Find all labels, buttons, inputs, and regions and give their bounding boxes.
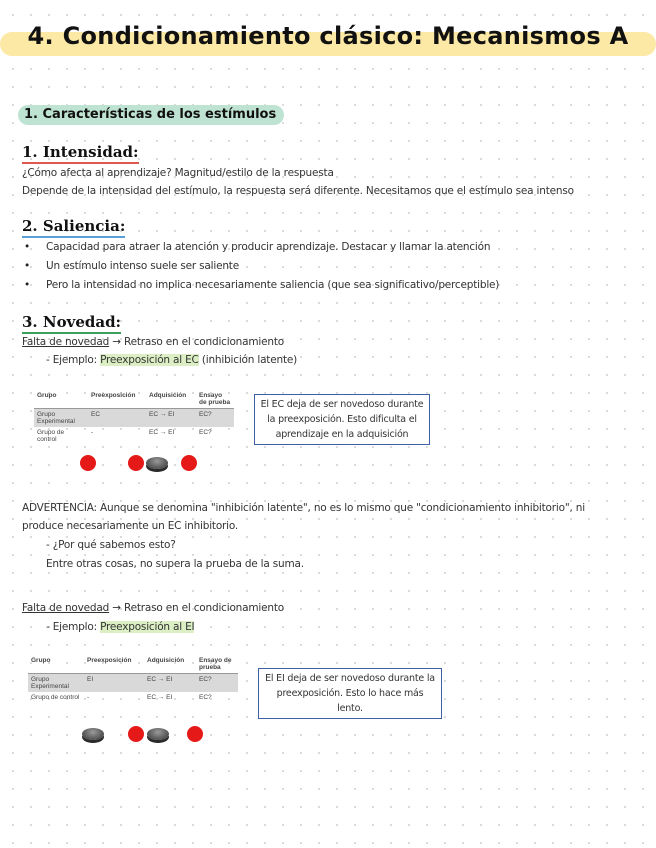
heading-saliencia (22, 217, 125, 238)
line-rest: → Retraso en el condicionamiento (109, 336, 284, 348)
novedad-example-1 (46, 354, 297, 366)
disk-icon (82, 728, 104, 740)
table-header: Grupo (34, 390, 88, 409)
line-rest: → Retraso en el condicionamiento (109, 602, 284, 614)
warning-line-1: ADVERTENCIA: Aunque se denomina "inhibición latente", no es lo mismo que "condicionamiento inhibitorio", ni (22, 502, 585, 514)
red-dot-icon (80, 455, 96, 471)
novedad-line-2 (22, 602, 284, 614)
red-dot-icon (128, 726, 144, 742)
novedad-line-1 (22, 336, 284, 348)
table-cell: EI (84, 674, 144, 693)
example-suffix: (inhibición latente) (198, 354, 298, 366)
saliencia-bullet-2: • Un estímulo intenso suele ser saliente (46, 260, 239, 272)
example-prefix: - Ejemplo: (46, 354, 101, 366)
table-cell: Grupo Experimental (34, 409, 88, 428)
table-header: Preexposición (88, 390, 146, 409)
table-cell: EC (88, 409, 146, 428)
table-cell: EC? (199, 694, 212, 701)
disk-icon (146, 457, 168, 469)
red-dot-icon (181, 455, 197, 471)
note-box-2: El EI deja de ser novedoso durante la preexposición. Esto lo hace más lento. (258, 668, 442, 719)
page-title: 4. Condicionamiento clásico: Mecanismos A (27, 22, 629, 50)
table-header: Adquisición (144, 655, 196, 674)
heading-novedad-text: 3. Novedad: (22, 313, 122, 331)
table-header: Ensayo de prueba (196, 390, 234, 409)
underlined-term: Falta de novedad (22, 336, 110, 348)
table-cell: EC → EI (144, 674, 196, 693)
table-row (34, 427, 234, 445)
section-heading: 1. Características de los estímulos (18, 105, 284, 125)
warning-line-3: - ¿Por qué sabemos esto? (46, 539, 176, 551)
table-cell: EC? (196, 674, 238, 693)
intensidad-line-2: Depende de la intensidad del estímulo, la respuesta será diferente. Necesitamos que el estímulo sea intenso (22, 185, 574, 197)
table-cell: EC → EI (147, 694, 173, 701)
table-header: Adquisición (146, 390, 196, 409)
warning-line-2: produce necesariamente un EC inhibitorio. (22, 520, 239, 532)
underlined-term: Falta de novedad (22, 602, 110, 614)
table-row (28, 674, 238, 693)
note-box-1: El EC deja de ser novedoso durante la preexposición. Esto dificulta el aprendizaje en la adquisición (254, 394, 430, 445)
saliencia-bullet-3: • Pero la intensidad no implica necesariamente saliencia (que sea significativo/perceptible) (46, 279, 499, 291)
table-cell: - (91, 429, 94, 436)
table-row (34, 409, 234, 428)
example-prefix: - Ejemplo: (46, 621, 101, 633)
disk-icon (147, 728, 169, 740)
table-header: Preexposición (84, 655, 144, 674)
groups-table-2 (28, 655, 238, 703)
table-cell: EC? (196, 409, 234, 428)
table-header: Grupo (28, 655, 84, 674)
saliencia-bullet-1: • Capacidad para atraer la atención y producir aprendizaje. Destacar y llamar la atención (46, 241, 490, 253)
heading-intensidad-text: 1. Intensidad: (22, 143, 139, 161)
table-header: Ensayo de prueba (196, 655, 238, 674)
table-cell: Grupo de control (37, 429, 65, 443)
heading-underline (22, 236, 125, 238)
novedad-example-2 (46, 621, 194, 633)
warning-line-4: Entre otras cosas, no supera la prueba de la suma. (46, 558, 304, 570)
heading-saliencia-text: 2. Saliencia: (22, 217, 126, 235)
heading-underline (22, 332, 121, 334)
table-cell: EC → EI (146, 409, 196, 428)
table-cell: - (87, 694, 90, 701)
heading-underline (22, 162, 139, 164)
table-cell: Grupo Experimental (28, 674, 84, 693)
intensidad-line-1: ¿Cómo afecta al aprendizaje? Magnitud/estilo de la respuesta (22, 167, 334, 179)
table-cell: EC → EI (149, 429, 175, 436)
heading-intensidad (22, 143, 139, 164)
table-cell: Grupo de control (31, 694, 80, 701)
heading-novedad (22, 313, 121, 334)
example-highlight: Preexposición al EC (100, 354, 199, 366)
table-cell: EC? (199, 429, 212, 436)
table-row (28, 692, 238, 703)
red-dot-icon (128, 455, 144, 471)
red-dot-icon (187, 726, 203, 742)
example-highlight: Preexposición al EI (100, 621, 195, 633)
groups-table-1 (34, 390, 234, 445)
